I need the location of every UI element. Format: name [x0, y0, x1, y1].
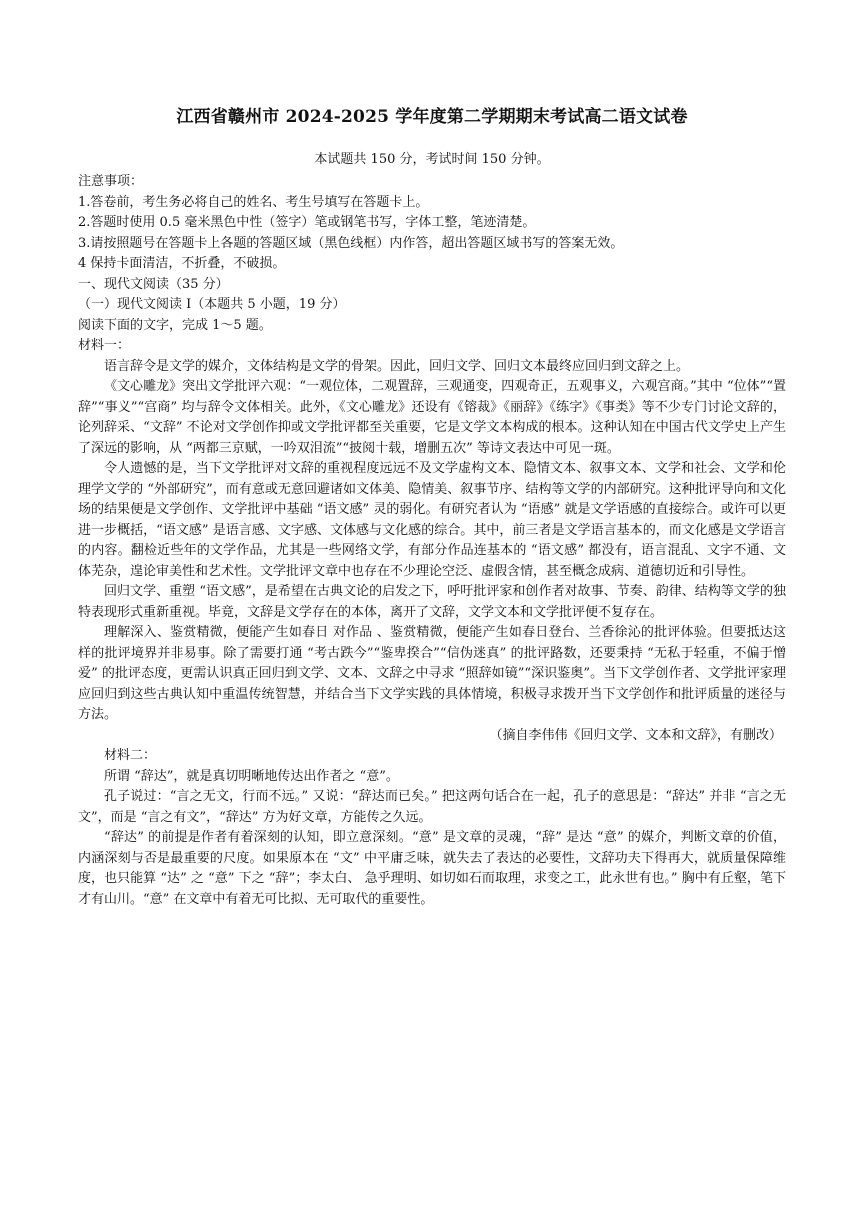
reading-instruction: 阅读下面的文字，完成 1～5 题。 — [78, 317, 272, 333]
notice-heading: 注意事项： — [78, 174, 144, 189]
material-1-paragraph: 语言辞令是文学的媒介，文体结构是文学的骨架。因此，回归文学、回归文本最终应回归到文辞之上。 — [104, 358, 690, 374]
material-2-paragraph: 所谓 “辞达”，就是真切明晰地传达出作者之 “意”。 — [104, 768, 399, 784]
material-2-paragraph: 孔子说过：“言之无文，行而不远。” 又说：“辞达而已矣。” 把这两句话合在一起，孔子的意思是：“辞达” 并非 “言之无文”，而是 “言之有文”，“辞达” 方为好文章，方能传之久远。 — [78, 789, 786, 825]
material-1-paragraph: 理解深入、鉴赏精微，便能产生如春日 对作品 、鉴赏精微，便能产生如春日登台、兰香徐沁的批评体验。但要抵达这样的批评境界并非易事。除了需要打通 “考古跌今”“鉴卑揆合”“信伪迷真” 的批评路数，还要秉持 “无私于轻重，不偏于憎爱” 的批评态度，更需认识真正回归到文学、文本、文辞之中寻求 “照辞如镜”“深识鉴奥”。当下文学创作者、文学批评家理应回归到这些古典认知中重温传统智慧，并结合当下文学实践的具体情境，积极寻求拨开当下文学创作和批评质量的迷径与方法。 — [78, 625, 786, 722]
notice-item-3: 3.请按照题号在答题卡上各题的答题区域（黑色线框）内作答，超出答题区域书写的答案无效。 — [78, 235, 624, 251]
section-heading: 一、现代文阅读（35 分） — [78, 276, 229, 292]
material-2-label: 材料二： — [104, 748, 157, 763]
material-2-paragraph: “辞达” 的前提是作者有着深刻的认知，即立意深刻。“意” 是文章的灵魂，“辞” 是达 “意” 的媒介，判断文章的价值，内涵深刻与否是最重要的尺度。如果原本在 “文” 中平庸乏味，就失去了表达的必要性，文辞功夫下得再大，就质量保障维度，也只能算 “达” 之 “意” 下之 “辞”；李太白、 急乎理明、如切如石而取理，求变之工，此永世有也。” 胸中有丘壑，笔下才有山川。“意” 在文章中有着无可比拟、无可取代的重要性。 — [78, 830, 786, 907]
material-1-label: 材料一： — [78, 338, 131, 353]
exam-info: 本试题共 150 分，考试时间 150 分钟。 — [314, 152, 550, 167]
material-1-paragraph: 回归文学、重塑 “语文感”，是希望在古典文论的启发之下，呼吁批评家和创作者对故事、节奏、韵律、结构等文学的独特表现形式重新重视。毕竟，文辞是文学存在的本体，离开了文辞，文学文本和文学批评便不复存在。 — [78, 584, 786, 620]
material-1-paragraph: 《文心雕龙》突出文学批评六观：“一观位体，二观置辞，三观通变，四观奇正，五观事义，六观宫商。”其中 “位体”“置辞”“事义”“宫商” 均与辞令文体相关。此外，《文心雕龙》还设有《镕裁》《丽辞》《练字》《事类》等不少专门讨论文辞的，论列辞采、“文辞” 不论对文学创作抑或文学批评都至关重要，它是文学文本构成的根本。这种认知在中国古代文学史上产生了深远的影响，从 “两都三京赋，一吟双泪流”“披阅十载，增删五次” 等诗文表达中可见一斑。 — [78, 379, 786, 456]
material-1-source: （摘自李伟伟《回归文学、文本和文辞》，有删改） — [489, 727, 782, 743]
sub-section-heading: （一）现代文阅读 Ⅰ（本题共 5 小题，19 分） — [78, 297, 346, 312]
notice-item-1: 1.答卷前，考生务必将自己的姓名、考生号填写在答题卡上。 — [78, 194, 429, 210]
material-1-paragraph: 令人遗憾的是，当下文学批评对文辞的重视程度远远不及文学虚构文本、隐情文本、叙事文本、文学和社会、文学和伦理学文学的 “外部研究”，而有意或无意回避诸如文体美、隐情美、叙事节序、结构等文学的内部研究。这种批评导向和文化场的结果便是文学创作、文学批评中基础 “语文感” 灵的弱化。有研究者认为 “语感” 就是文学语感的直接综合。或许可以更进一步概括，“语文感” 是语言感、文字感、文体感与文化感的综合。其中，前三者是文学语言基本的，而文化感是文学语言的内容。翻检近些年的文学作品，尤其是一些网络文学，有部分作品连基本的 “语文感” 都没有，语言混乱、文字不通、文体芜杂，遑论审美性和艺术性。文学批评文章中也存在不少理论空泛、虚假含情，甚至概念成病、道德切近和引导性。 — [78, 461, 786, 579]
notice-item-2: 2.答题时使用 0.5 毫米黑色中性（签字）笔或钢笔书写，字体工整，笔迹清楚。 — [78, 215, 536, 230]
notice-item-4: 4 保持卡面清洁，不折叠，不破损。 — [78, 256, 286, 271]
exam-body — [78, 172, 786, 910]
page-title: 江西省赣州市 2024-2025 学年度第二学期期末考试高二语文试卷 — [176, 107, 688, 127]
